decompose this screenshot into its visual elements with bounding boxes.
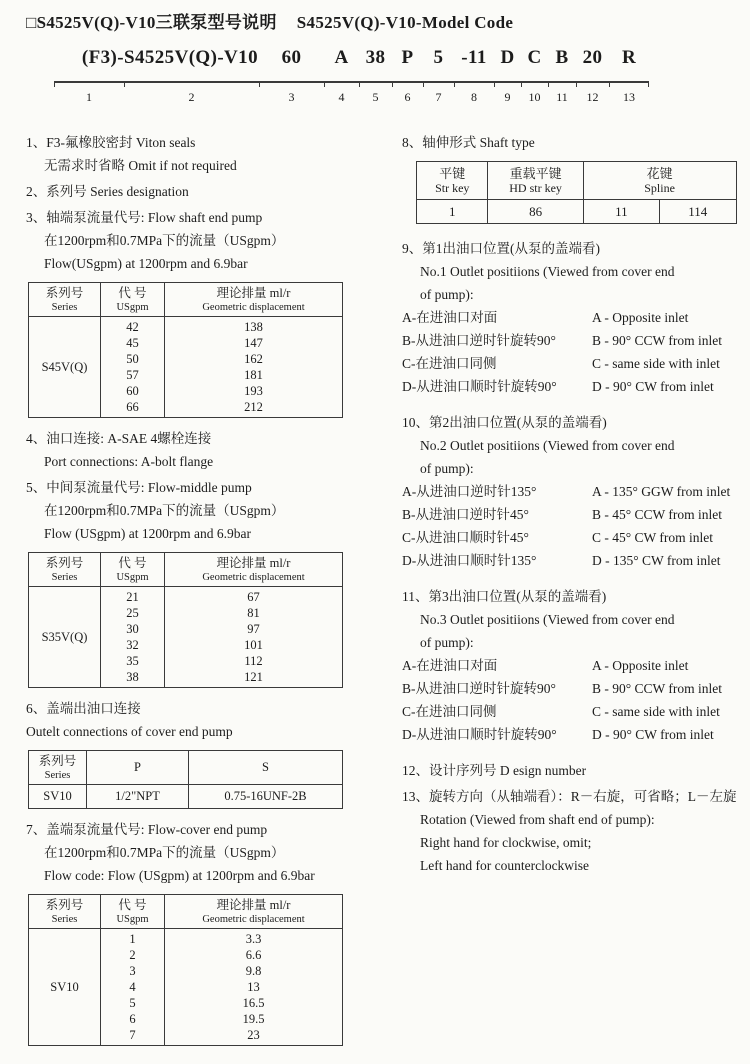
section-8-line-1: 8、轴伸形式 Shaft type xyxy=(402,135,535,150)
header-displacement xyxy=(165,283,343,317)
model-code-segment: R xyxy=(621,47,637,68)
outlet-option-en: D - 90° CW from inlet xyxy=(592,727,714,742)
outlet-option-en: B - 90° CCW from inlet xyxy=(592,333,723,348)
section-5-line-2: 在1200rpm和0.7MPa下的流量（USgpm） xyxy=(44,503,285,518)
segment-number: 9 xyxy=(504,90,511,104)
code-value: 66 xyxy=(126,400,139,414)
segment-number: 11 xyxy=(556,90,568,104)
page-title xyxy=(26,8,730,33)
segment-number: 10 xyxy=(528,90,541,104)
code-value: 57 xyxy=(126,368,139,382)
section-11-line-1: 11、第3出油口位置(从泵的盖端看) xyxy=(402,589,607,604)
code-value: 2 xyxy=(129,948,136,962)
section-12-line-1: 12、设计序列号 D esign number xyxy=(402,763,587,778)
header-spline-en: Spline xyxy=(644,181,675,195)
codes-cell xyxy=(101,929,165,1046)
section-5-line-1: 5、中间泵流量代号: Flow-middle pump xyxy=(26,480,252,495)
ruler-tick xyxy=(454,81,494,87)
table-row xyxy=(29,317,343,418)
code-value: 5 xyxy=(129,996,136,1010)
outlet-option xyxy=(402,526,737,549)
outlet-option-cn: B-从进油口逆时针旋转90° xyxy=(402,333,556,348)
section-3 xyxy=(26,206,382,275)
outlet-option xyxy=(402,723,737,746)
header-series-en: Series xyxy=(51,914,78,925)
segment-number: 12 xyxy=(586,90,599,104)
displacement-value: 101 xyxy=(244,638,263,652)
displacement-value: 13 xyxy=(247,980,260,994)
code-value: 6 xyxy=(129,1012,136,1026)
section-4-line-1: 4、油口连接: A-SAE 4螺栓连接 xyxy=(26,431,212,446)
outlet-option-cn: A-在进油口对面 xyxy=(402,310,498,325)
header-series xyxy=(29,553,101,587)
ruler-tick xyxy=(521,81,548,87)
ruler-tick xyxy=(54,81,124,87)
displacement-value: 112 xyxy=(244,654,263,668)
table-header-row xyxy=(29,895,343,929)
section-11 xyxy=(402,585,737,746)
ruler-tick xyxy=(609,81,649,87)
page-title-cn: □S4525V(Q)-V10三联泵型号说明 xyxy=(26,13,277,32)
table-header-row xyxy=(417,162,737,200)
header-hd-str-key xyxy=(488,162,583,200)
segment-number: 3 xyxy=(288,90,295,104)
header-series-en: Series xyxy=(51,302,78,313)
code-value: 38 xyxy=(126,670,139,684)
code-value: 7 xyxy=(129,1028,136,1042)
outlet-option xyxy=(402,549,737,572)
section-9-line-1: 9、第1出油口位置(从泵的盖端看) xyxy=(402,241,600,256)
header-displacement-en: Geometric displacement xyxy=(202,572,305,583)
section-9-line-2: No.1 Outlet positiions (Viewed from cover end xyxy=(420,264,675,279)
outlet-option-en: D - 90° CW from inlet xyxy=(592,379,714,394)
ruler-tick xyxy=(259,81,324,87)
header-str-key xyxy=(417,162,488,200)
outlet-option xyxy=(402,329,737,352)
displacement-value: 3.3 xyxy=(245,932,262,946)
segment-number: 6 xyxy=(404,90,411,104)
model-code-numbers xyxy=(54,90,730,105)
outlet-option-en: C - same side with inlet xyxy=(592,704,720,719)
header-displacement-cn: 理论排量 ml/r xyxy=(216,286,291,300)
ruler-tick xyxy=(359,81,392,87)
outlet-option-en: C - 45° CW from inlet xyxy=(592,530,714,545)
section-7-line-1: 7、盖端泵流量代号: Flow-cover end pump xyxy=(26,822,268,837)
outlet-option-en: B - 90° CCW from inlet xyxy=(592,681,723,696)
outlet-option xyxy=(402,375,737,398)
section-10-line-1: 10、第2出油口位置(从泵的盖端看) xyxy=(402,415,607,430)
section-8 xyxy=(402,131,737,154)
section-4-line-2: Port connections: A-bolt flange xyxy=(44,454,214,469)
outlet-option xyxy=(402,654,737,677)
spline-value-1: 11 xyxy=(583,200,659,224)
spline-value-2: 114 xyxy=(660,200,736,224)
section-7-line-2: 在1200rpm和0.7MPa下的流量（USgpm） xyxy=(44,845,285,860)
outlet-option-en: B - 45° CCW from inlet xyxy=(592,507,723,522)
table-header-row xyxy=(29,751,343,785)
shaft-type-table xyxy=(416,161,737,224)
code-value: 25 xyxy=(126,606,139,620)
outlet-option xyxy=(402,700,737,723)
displacement-value: 162 xyxy=(244,352,263,366)
model-code-segment: -11 xyxy=(461,47,487,68)
ruler-tick xyxy=(576,81,609,87)
header-series-cn: 系列号 xyxy=(45,898,84,912)
model-code-segment: S4525V(Q)-V10 xyxy=(124,47,258,68)
section-4 xyxy=(26,427,382,473)
series-cell: SV10 xyxy=(29,785,87,809)
outlet-option-cn: B-从进油口逆时针旋转90° xyxy=(402,681,556,696)
page-title-en: S4525V(Q)-V10-Model Code xyxy=(296,13,514,32)
displacement-value: 121 xyxy=(244,670,263,684)
model-code-segment: P xyxy=(401,47,414,68)
header-displacement xyxy=(165,553,343,587)
outlet-option-cn: B-从进油口逆时针45° xyxy=(402,507,529,522)
section-7 xyxy=(26,818,382,887)
header-str-key-en: Str key xyxy=(435,181,470,195)
header-series-cn: 系列号 xyxy=(45,556,84,570)
model-code-segment: 20 xyxy=(582,47,603,68)
outlet-option-cn: D-从进油口顺时针旋转90° xyxy=(402,379,557,394)
header-code xyxy=(101,553,165,587)
outlet-option-cn: C-在进油口同侧 xyxy=(402,704,497,719)
segment-number: 13 xyxy=(623,90,635,104)
section-2-line-1: 2、系列号 Series designation xyxy=(26,184,189,199)
displacement-value: 97 xyxy=(247,622,260,636)
header-code-en: USgpm xyxy=(116,914,149,925)
section-13-line-2: Rotation (Viewed from shaft end of pump): xyxy=(420,812,655,827)
table-row xyxy=(417,200,737,224)
section-2 xyxy=(26,180,382,203)
outlet-option-en: A - Opposite inlet xyxy=(592,310,689,325)
header-series xyxy=(29,895,101,929)
section-10-line-3: of pump): xyxy=(420,461,474,476)
content-columns xyxy=(26,131,737,1055)
section-1-line-2: 无需求时省略 Omit if not required xyxy=(44,158,237,173)
code-value: 42 xyxy=(126,320,139,334)
shaft-end-flow-table xyxy=(28,282,343,418)
outlet-option xyxy=(402,503,737,526)
header-series xyxy=(29,283,101,317)
segment-number: 8 xyxy=(471,90,477,104)
series-cell: S35V(Q) xyxy=(29,587,101,688)
section-13-line-3: Right hand for clockwise, omit; xyxy=(420,835,592,850)
header-code xyxy=(101,283,165,317)
section-11-line-3: of pump): xyxy=(420,635,474,650)
table-row xyxy=(29,785,343,809)
code-value: 21 xyxy=(126,590,139,604)
outlet-option-en: D - 135° CW from inlet xyxy=(592,553,721,568)
section-13-line-1: 13、旋转方向（从轴端看）：R－右旋，可省略；L－左旋 xyxy=(402,789,737,804)
section-5-line-3: Flow (USgpm) at 1200rpm and 6.9bar xyxy=(44,526,251,541)
displacement-value: 193 xyxy=(244,384,263,398)
displacement-cell xyxy=(165,587,343,688)
section-5 xyxy=(26,476,382,545)
header-code xyxy=(101,895,165,929)
header-str-key-cn: 平键 xyxy=(439,166,466,181)
header-displacement-cn: 理论排量 ml/r xyxy=(216,556,291,570)
ruler-tick xyxy=(124,81,259,87)
header-hd-str-key-cn: 重载平键 xyxy=(509,166,562,181)
code-value: 4 xyxy=(129,980,136,994)
model-code-segment: B xyxy=(555,47,569,68)
section-9-line-3: of pump): xyxy=(420,287,474,302)
ruler-tick xyxy=(494,81,521,87)
header-displacement-cn: 理论排量 ml/r xyxy=(216,898,291,912)
table-header-row xyxy=(29,283,343,317)
section-10-line-2: No.2 Outlet positiions (Viewed from cover end xyxy=(420,438,675,453)
displacement-value: 138 xyxy=(244,320,263,334)
codes-cell xyxy=(101,317,165,418)
code-value: 32 xyxy=(126,638,139,652)
code-value: 3 xyxy=(129,964,136,978)
outlet-option xyxy=(402,677,737,700)
outlet-connections-table xyxy=(28,750,343,809)
series-cell: SV10 xyxy=(29,929,101,1046)
outlet-option-cn: A-在进油口对面 xyxy=(402,658,498,673)
header-spline-cn: 花键 xyxy=(646,166,673,181)
section-12 xyxy=(402,759,737,782)
displacement-value: 6.6 xyxy=(245,948,262,962)
displacement-value: 19.5 xyxy=(242,1012,265,1026)
header-series-en: Series xyxy=(51,572,78,583)
s-value: 0.75-16UNF-2B xyxy=(189,785,343,809)
section-10 xyxy=(402,411,737,572)
header-code-en: USgpm xyxy=(116,302,149,313)
displacement-value: 9.8 xyxy=(245,964,262,978)
section-3-line-2: 在1200rpm和0.7MPa下的流量（USgpm） xyxy=(44,233,285,248)
model-code-segment: D xyxy=(500,47,515,68)
p-value: 1/2"NPT xyxy=(87,785,189,809)
section-6-line-1: 6、盖端出油口连接 xyxy=(26,701,141,716)
header-hd-str-key-en: HD str key xyxy=(509,181,562,195)
section-3-line-1: 3、轴端泵流量代号: Flow shaft end pump xyxy=(26,210,263,225)
section-13-line-4: Left hand for counterclockwise xyxy=(420,858,590,873)
hd-str-key-value: 86 xyxy=(488,200,583,224)
outlet-option-en: C - same side with inlet xyxy=(592,356,720,371)
displacement-cell xyxy=(165,317,343,418)
ruler-tick xyxy=(423,81,454,87)
code-value: 35 xyxy=(126,654,139,668)
outlet-option-cn: C-在进油口同侧 xyxy=(402,356,497,371)
header-displacement xyxy=(165,895,343,929)
segment-number: 1 xyxy=(86,90,92,104)
outlet-option-cn: C-从进油口顺时针45° xyxy=(402,530,529,545)
outlet-option-cn: D-从进油口顺时针135° xyxy=(402,553,537,568)
segment-number: 5 xyxy=(372,90,379,104)
series-cell: S45V(Q) xyxy=(29,317,101,418)
header-code-cn: 代 号 xyxy=(118,286,147,300)
displacement-value: 23 xyxy=(247,1028,260,1042)
outlet-option xyxy=(402,306,737,329)
outlet-option-en: A - 135° GGW from inlet xyxy=(592,484,731,499)
table-header-row xyxy=(29,553,343,587)
ruler-tick xyxy=(324,81,359,87)
header-code-cn: 代 号 xyxy=(118,556,147,570)
table-row xyxy=(29,587,343,688)
header-series-cn: 系列号 xyxy=(38,754,77,768)
section-9 xyxy=(402,237,737,398)
displacement-value: 181 xyxy=(244,368,263,382)
ruler-tick xyxy=(392,81,423,87)
str-key-value: 1 xyxy=(417,200,488,224)
displacement-value: 147 xyxy=(244,336,263,350)
header-series-en: Series xyxy=(44,770,71,781)
displacement-cell xyxy=(165,929,343,1046)
code-value: 1 xyxy=(129,932,136,946)
section-11-line-2: No.3 Outlet positiions (Viewed from cover end xyxy=(420,612,675,627)
header-code-cn: 代 号 xyxy=(118,898,147,912)
section-1 xyxy=(26,131,382,177)
section-7-line-3: Flow code: Flow (USgpm) at 1200rpm and 6.9bar xyxy=(44,868,315,883)
model-code-ruler xyxy=(54,81,730,87)
section-6-line-2: Outelt connections of cover end pump xyxy=(26,724,233,739)
codes-cell xyxy=(101,587,165,688)
section-6 xyxy=(26,697,382,743)
header-spline xyxy=(583,162,736,200)
outlet-option-cn: A-从进油口逆时针135° xyxy=(402,484,537,499)
header-displacement-en: Geometric displacement xyxy=(202,302,305,313)
table-row xyxy=(29,929,343,1046)
header-series-cn: 系列号 xyxy=(45,286,84,300)
model-code-segment: (F3)- xyxy=(81,47,124,68)
left-column xyxy=(26,131,382,1055)
segment-number: 7 xyxy=(435,90,442,104)
header-series xyxy=(29,751,87,785)
displacement-value: 212 xyxy=(244,400,263,414)
segment-number: 2 xyxy=(188,90,195,104)
outlet-option-cn: D-从进油口顺时针旋转90° xyxy=(402,727,557,742)
section-1-line-1: 1、F3-氟橡胶密封 Viton seals xyxy=(26,135,196,150)
model-code-segment: C xyxy=(527,47,542,68)
header-p: P xyxy=(87,751,189,785)
model-code-line xyxy=(54,47,730,69)
header-s: S xyxy=(189,751,343,785)
outlet-option xyxy=(402,480,737,503)
code-value: 30 xyxy=(126,622,139,636)
cover-end-flow-table xyxy=(28,894,343,1046)
right-column xyxy=(382,131,737,1055)
displacement-value: 16.5 xyxy=(242,996,265,1010)
model-code-segment: 5 xyxy=(433,47,444,68)
displacement-value: 67 xyxy=(247,590,260,604)
segment-number: 4 xyxy=(338,90,345,104)
ruler-tick xyxy=(548,81,576,87)
section-3-line-3: Flow(USgpm) at 1200rpm and 6.9bar xyxy=(44,256,248,271)
code-value: 60 xyxy=(126,384,139,398)
header-code-en: USgpm xyxy=(116,572,149,583)
code-value: 50 xyxy=(126,352,139,366)
model-code-segment: 60 xyxy=(281,47,302,68)
section-13 xyxy=(402,785,737,877)
outlet-option-en: A - Opposite inlet xyxy=(592,658,689,673)
middle-pump-flow-table xyxy=(28,552,343,688)
model-code-segment: A xyxy=(334,47,349,68)
model-code-segment: 38 xyxy=(365,47,386,68)
code-value: 45 xyxy=(126,336,139,350)
header-displacement-en: Geometric displacement xyxy=(202,914,305,925)
outlet-option xyxy=(402,352,737,375)
displacement-value: 81 xyxy=(247,606,260,620)
